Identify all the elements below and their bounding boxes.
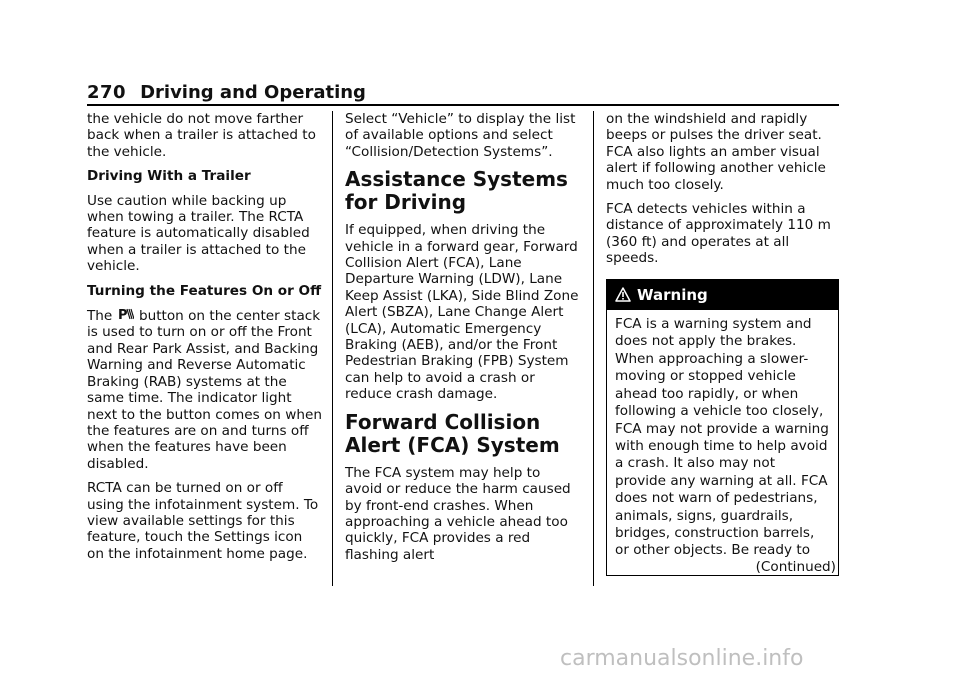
paragraph-park-button: The P button on the center stack is used to turn on or off the Front and Rear Park Assist, and Backing Warning and Reverse Automatic Braking (RAB) systems at the same time. The indicator light next to the button comes on when the features are on and turns off when the features have been disabled. [87, 308, 322, 472]
section-title: Driving and Operating [140, 82, 366, 103]
subheading-turning-features: Turning the Features On or Off [87, 282, 322, 299]
paragraph: The FCA system may help to avoid or reduce the harm caused by front-end crashes. When approaching a vehicle ahead too quickly, FCA provides a red flashing alert [345, 464, 571, 563]
header-rule [87, 104, 839, 106]
column-1 [87, 111, 323, 570]
paragraph: the vehicle do not move farther back when a trailer is attached to the vehicle. [87, 111, 316, 160]
warning-box [606, 279, 839, 576]
paragraph: RCTA can be turned on or off using the infotainment system. To view available settings for this feature, touch the Settings icon on the infotainment home page. [87, 480, 319, 562]
watermark: carmanualsonline.info [560, 646, 804, 671]
heading-forward-collision-alert: Forward Collision Alert (FCA) System [345, 409, 560, 457]
column-divider [332, 111, 333, 586]
park-assist-icon [118, 307, 134, 321]
warning-text: FCA is a warning system and does not apply the brakes. When approaching a slower-moving or stopped vehicle ahead too rapidly, or when following a vehicle too closely, FCA may not provide a warning with enough time to help avoid a crash. It also may not provide any warning at all. FCA does not warn of pedestrians, animals, signs, guardrails, bridges, construction barrels, or other objects. Be ready to [615, 316, 829, 559]
svg-text:P: P [117, 308, 128, 322]
paragraph: on the windshield and rapidly beeps or pulses the driver seat. FCA also lights an amber visual alert if following another vehicle much too closely. [606, 111, 826, 193]
subheading-driving-with-trailer: Driving With a Trailer [87, 168, 251, 185]
warning-header [607, 280, 838, 310]
page-number: 270 [87, 82, 127, 103]
column-2 [345, 111, 581, 571]
warning-triangle-icon [615, 287, 631, 302]
column-3 [606, 111, 839, 576]
heading-assistance-systems: Assistance Systems for Driving [345, 167, 568, 215]
column-divider [593, 111, 594, 586]
page-header [87, 82, 839, 103]
paragraph: If equipped, when driving the vehicle in a forward gear, Forward Collision Alert (FCA), Lane Departure Warning (LDW), Lane Keep Assist (LKA), Side Blind Zone Alert (SBZA), Lane Change Alert (LCA), Automatic Emergency Braking (AEB), and/or the Front Pedestrian Braking (FPB) System can help to avoid a crash or reduce crash damage. [345, 222, 579, 403]
continued-label: (Continued) [755, 558, 836, 575]
paragraph: FCA detects vehicles within a distance of approximately 110 m (360 ft) and operates at all speeds. [606, 201, 831, 267]
warning-title: Warning [637, 285, 708, 304]
paragraph: Select “Vehicle” to display the list of available options and select “Collision/Detection Systems”. [345, 111, 576, 160]
paragraph: Use caution while backing up when towing a trailer. The RCTA feature is automatically disabled when a trailer is attached to the vehicle. [87, 192, 310, 275]
